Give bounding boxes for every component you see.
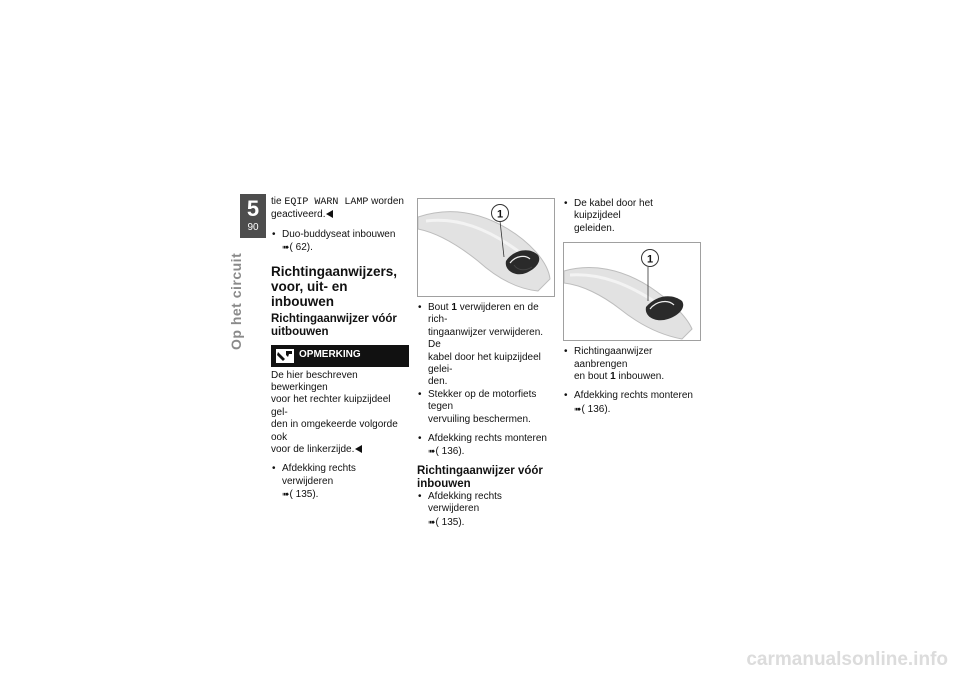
list-item-text: De kabel door het kuipzijdeel: [574, 198, 653, 222]
wrench-icon: [276, 349, 294, 363]
list-item-text: Afdekking rechts verwijderen: [428, 490, 502, 515]
column-1: [271, 196, 409, 502]
figure-callout: 1: [646, 253, 654, 266]
list-item-text: Afdekking rechts monteren: [574, 390, 693, 402]
intro-text-2: worden: [371, 196, 404, 207]
list-item: [563, 346, 701, 371]
arrow-right-icon: ➠: [428, 516, 436, 527]
chapter-side-title: Op het circuit: [228, 252, 244, 350]
heading-line-1: Richtingaanwijzers,: [271, 263, 398, 279]
reference-text: ( 136).: [581, 403, 611, 415]
note-paragraph-line: den in omgekeerde volgorde ook: [271, 419, 398, 443]
bullet-icon: •: [418, 433, 422, 445]
note-label: OPMERKING: [299, 348, 361, 360]
page-number: 90: [247, 222, 259, 233]
list-item-text-2: en bout: [574, 371, 608, 383]
intro-text: tie: [271, 196, 282, 207]
figure-callout: 1: [496, 208, 504, 221]
note-paragraph-line: [271, 444, 409, 456]
bullet-icon: •: [272, 463, 276, 475]
list-item-text: Duo-buddyseat inbouwen: [282, 228, 396, 240]
arrow-right-icon: ➠: [282, 242, 290, 253]
list-item-text: Bout: [428, 302, 449, 313]
arrow-right-icon: ➠: [428, 446, 436, 457]
figure-turn-signal-removal: [417, 198, 555, 297]
list-item-text-2: verwijderen en de rich-: [428, 302, 539, 326]
list-item: [417, 389, 555, 414]
reference-text: ( 136).: [435, 446, 465, 458]
column-2: [417, 198, 555, 529]
page-reference: [271, 241, 409, 254]
intro-line-2: [271, 209, 409, 221]
list-item-text: Richtingaanwijzer aanbrengen: [574, 346, 653, 370]
reference-text: ( 62).: [289, 242, 313, 254]
subsection-heading: [417, 465, 555, 491]
end-mark-icon: [355, 445, 362, 453]
list-item-continuation: geleiden.: [574, 222, 615, 234]
reference-text: ( 135).: [435, 516, 465, 528]
list-item: [563, 390, 701, 402]
bullet-icon: •: [564, 198, 568, 209]
bullet-icon: •: [418, 388, 422, 400]
subsection-heading: [271, 313, 409, 339]
end-mark-icon: [326, 210, 333, 218]
heading-line-2: voor, uit- en inbouwen: [271, 278, 348, 309]
intro-code: EQIP WARN LAMP: [284, 197, 369, 208]
subheading-line-2: uitbouwen: [271, 325, 329, 338]
subheading-line-1: Richtingaanwijzer vóór: [417, 464, 543, 477]
list-item: [417, 491, 555, 516]
list-item-text-3: inbouwen.: [618, 371, 665, 383]
page-reference: [271, 488, 409, 501]
page-reference: [417, 445, 555, 458]
note-paragraph-line: De hier beschreven bewerkingen: [271, 369, 358, 394]
note-banner: [271, 345, 409, 367]
chapter-number: 5: [246, 196, 260, 221]
reference-text: ( 135).: [289, 489, 319, 501]
part-number: 1: [610, 371, 616, 383]
bullet-icon: •: [564, 390, 568, 402]
bullet-icon: •: [418, 302, 422, 313]
section-heading: [271, 264, 409, 309]
list-item-text: Afdekking rechts verwijderen: [282, 463, 356, 487]
list-item: [417, 302, 555, 327]
bullet-icon: •: [564, 346, 568, 358]
intro-text-3: geactiveerd.: [271, 209, 326, 221]
list-item: [271, 463, 409, 488]
page-reference: [417, 516, 555, 529]
note-paragraph-text: voor de linkerzijde.: [271, 444, 355, 456]
watermark: carmanualsonline.info: [746, 649, 948, 670]
list-item-text: Afdekking rechts monteren: [428, 433, 547, 445]
list-item: [563, 198, 701, 223]
list-item-text: Stekker op de motorfiets tegen: [428, 388, 537, 413]
list-item-continuation: vervuiling beschermen.: [428, 413, 531, 425]
figure-turn-signal-installation: [563, 242, 701, 341]
intro-line: [271, 196, 409, 209]
bullet-icon: •: [418, 490, 422, 502]
arrow-right-icon: ➠: [282, 489, 290, 500]
list-item: [417, 433, 555, 445]
list-item-continuation: den.: [428, 376, 448, 388]
arrow-right-icon: ➠: [574, 403, 582, 414]
subheading-line-2: inbouwen: [417, 477, 471, 490]
bullet-icon: •: [272, 228, 276, 240]
list-item-continuation: kabel door het kuipzijdeel gelei-: [428, 351, 541, 376]
part-number: 1: [451, 302, 457, 313]
column-3: [563, 198, 701, 416]
subheading-line-1: Richtingaanwijzer vóór: [271, 312, 397, 325]
note-paragraph-line: voor het rechter kuipzijdeel gel-: [271, 394, 391, 418]
list-item-continuation: [563, 371, 701, 383]
list-item-continuation: tingaanwijzer verwijderen. De: [428, 326, 544, 351]
page-reference: [563, 403, 701, 416]
list-item: [271, 229, 409, 241]
